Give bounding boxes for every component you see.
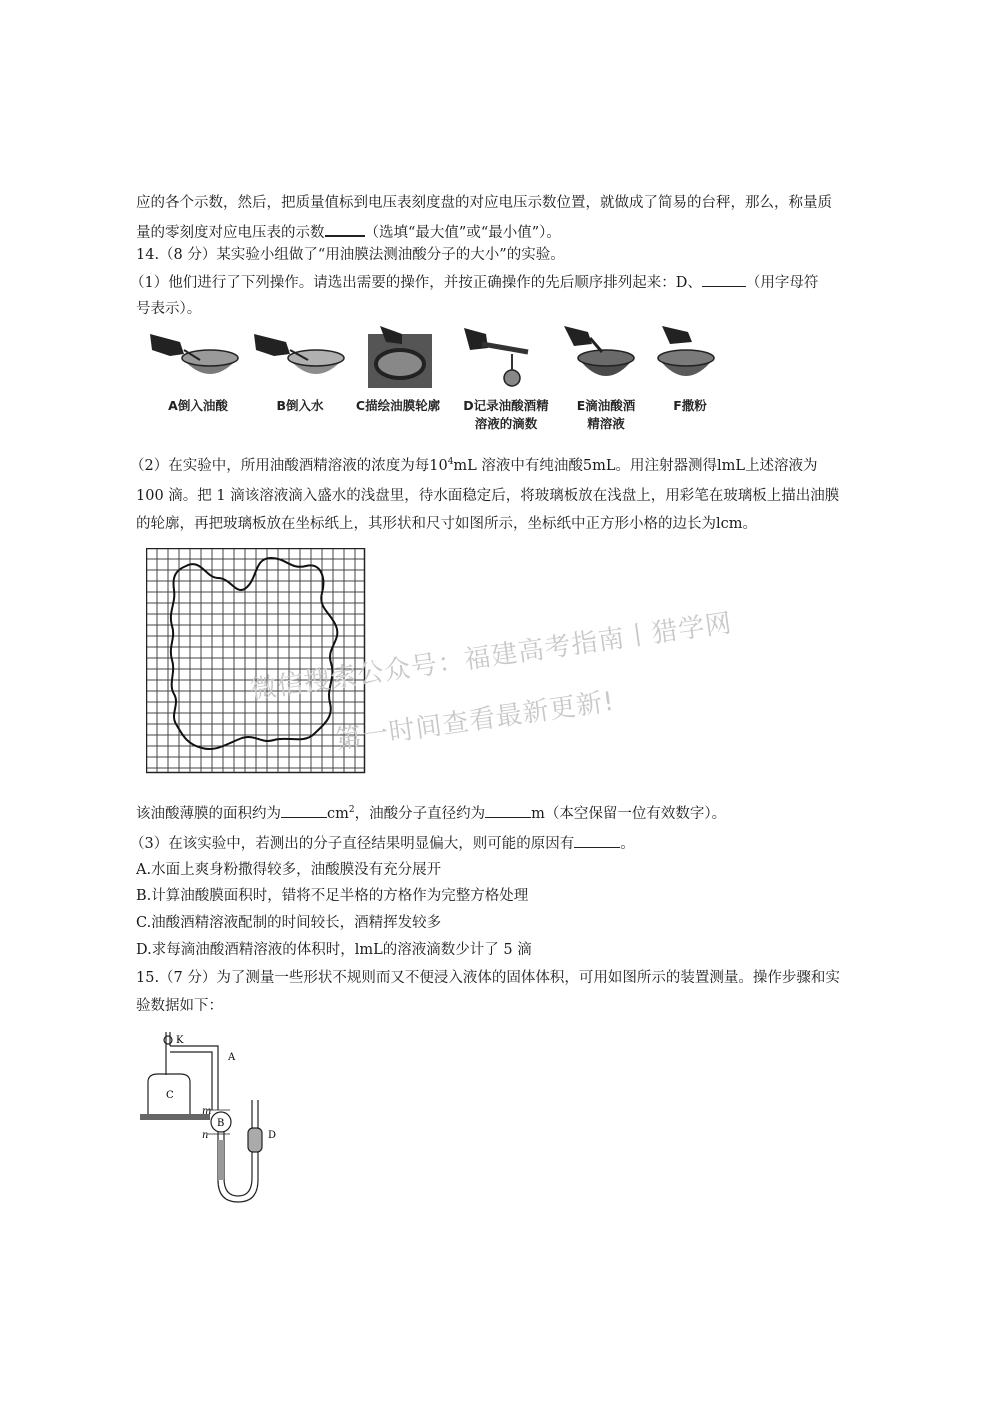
caption-line: B倒入水	[276, 398, 324, 413]
q14-part2-line3	[136, 514, 757, 534]
label-c: C	[166, 1090, 174, 1101]
caption-line: E滴油酸酒	[576, 398, 636, 413]
question-15-line2: 验数据如下：	[136, 998, 223, 1014]
question-14-title: 14.（8 分）某实验小组做了“用油膜法测油酸分子的大小”的实验。	[136, 247, 565, 263]
text-span: 的轮廓，再把玻璃板放在坐标纸上，其形状和尺寸如图所示，坐标纸中正方形小格的边长为	[136, 516, 716, 532]
answer-blank	[281, 803, 327, 818]
option-b: B.计算油酸膜面积时，错将不足半格的方格作为完整方格处理	[136, 888, 529, 904]
step-caption-c	[350, 397, 446, 415]
option-d	[136, 940, 532, 960]
step-d-image	[464, 328, 528, 386]
text-span: 。	[742, 516, 758, 532]
label-d: D	[268, 1130, 277, 1141]
text-span: lcm	[716, 516, 743, 532]
step-e-image	[564, 326, 634, 376]
label-m: m	[202, 1106, 212, 1117]
label-a: A	[228, 1052, 236, 1063]
step-c-image	[368, 326, 432, 388]
text-span: 量的零刻度对应电压表的示数	[136, 225, 325, 241]
text-span: 。	[620, 836, 635, 852]
exponent: 4	[447, 457, 454, 467]
watermark: 第一时间查看最新更新!	[333, 686, 617, 756]
label-b: B	[217, 1118, 225, 1129]
answer-blank	[702, 272, 746, 287]
text-span: 上述溶液为	[745, 457, 818, 474]
text-span: mL 溶液中有纯油酸	[453, 457, 583, 474]
step-caption-e	[566, 397, 646, 433]
step-a-image	[150, 334, 238, 374]
step-f-image	[658, 326, 714, 376]
text-span: D.求每滴油酸酒精溶液的体积时，	[136, 942, 355, 958]
answer-blank	[485, 803, 531, 818]
answer-blank	[325, 221, 365, 237]
step-caption-f	[650, 397, 730, 415]
answer-blank	[574, 833, 620, 848]
exponent: 2	[348, 805, 355, 815]
q14-part3	[130, 833, 635, 854]
label-n: n	[202, 1130, 209, 1141]
text-span: （选填“最大值”或“最小值”）。	[364, 225, 561, 241]
text-span: 10	[429, 457, 448, 474]
text-span: 。用注射器测得	[615, 457, 718, 474]
label-k: K	[176, 1035, 184, 1046]
q14-part2-line1	[130, 452, 818, 476]
steps-illustration	[140, 320, 740, 390]
caption-line: D记录油酸酒精	[463, 398, 549, 413]
text-span: （1）他们进行了下列操作。请选出需要的操作，并按正确操作的先后顺序排列起来：D、	[130, 275, 702, 291]
apparatus-diagram	[138, 1030, 288, 1220]
q14-part2-line2: 100 滴。把 1 滴该溶液滴入盛水的浅盘里，待水面稳定后，将玻璃板放在浅盘上，用彩笔在玻璃板上描出油膜	[136, 488, 840, 504]
caption-line: 溶液的滴数	[474, 416, 538, 431]
area-question	[136, 800, 726, 824]
text-span: cm	[327, 805, 349, 822]
text-span: 5mL	[582, 457, 616, 474]
option-a: A.水面上爽身粉撒得较多，油酸膜没有充分展开	[136, 862, 442, 878]
q14-part1-cont: 号表示）。	[136, 301, 202, 317]
question-15-line1: 15.（7 分）为了测量一些形状不规则而又不便浸入液体的固体体积，可用如图所示的装置测量。操作步骤和实	[136, 970, 840, 986]
oil-film-outline	[171, 558, 338, 749]
step-caption-d	[458, 397, 554, 433]
text-span: m（本空保留一位有效数字）。	[531, 805, 727, 822]
text-line-1: 应的各个示数，然后，把质量值标到电压表刻度盘的对应电压示数位置，就做成了简易的台秤，那么，称量质	[136, 195, 832, 211]
text-span: （3）在该实验中，若测出的分子直径结果明显偏大，则可能的原因有	[130, 836, 575, 852]
text-line-2	[136, 221, 561, 243]
caption-line: C描绘油膜轮廓	[355, 398, 441, 413]
text-span: ，油酸分子直径约为	[354, 805, 486, 822]
text-span: （2）在实验中，所用油酸酒精溶液的浓度为每	[130, 457, 430, 474]
text-span: lmL	[354, 942, 383, 958]
text-span: （用字母符	[745, 275, 819, 291]
caption-line: F撒粉	[673, 398, 707, 413]
watermark: 微信搜索公众号：福建高考指南丨猎学网	[248, 608, 735, 706]
text-span: 的溶液滴数少计了 5 滴	[382, 942, 532, 958]
step-b-image	[254, 334, 344, 374]
caption-line: 精溶液	[587, 416, 625, 431]
text-span: lmL	[717, 457, 746, 474]
text-span: 该油酸薄膜的面积约为	[136, 805, 281, 822]
option-c: C.油酸酒精溶液配制的时间较长，酒精挥发较多	[136, 915, 442, 931]
step-caption-b	[260, 397, 340, 415]
q14-part1	[130, 272, 818, 293]
caption-line: A倒入油酸	[168, 398, 228, 413]
step-caption-a	[158, 397, 238, 415]
